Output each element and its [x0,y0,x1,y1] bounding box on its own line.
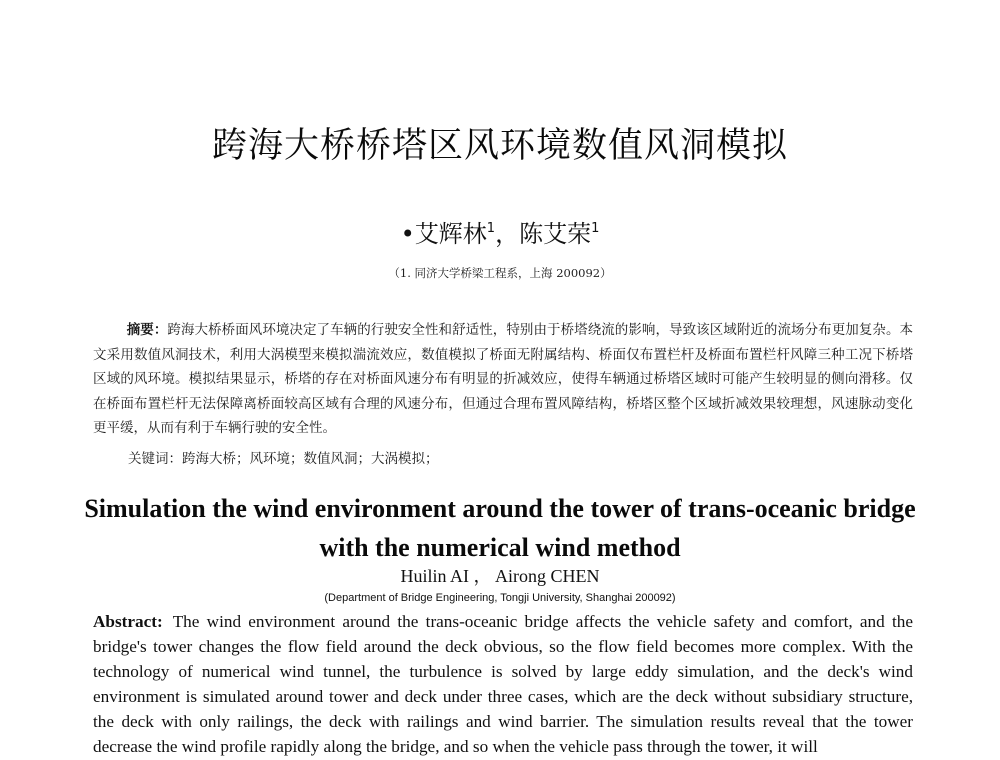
chinese-keywords-label: 关键词： [128,451,182,467]
chinese-abstract-text: 跨海大桥桥面风环境决定了车辆的行驶安全性和舒适性，特别由于桥塔绕流的影响，导致该区域附近的流场分布更加复杂。本文采用数值风洞技术，利用大涡模型来模拟湍流效应，数值模拟了桥面无附属结构、桥面仅布置栏杆及桥面布置栏杆风障三种工况下桥塔区域的风环境。模拟结果显示，桥塔的存在对桥面风速分布有明显的折减效应，使得车辆通过桥塔区域时可能产生较明显的侧向滑移。仅在桥面布置栏杆无法保障离桥面较高区域有合理的风速分布，但通过合理布置风障结构，桥塔区整个区域折减效果较理想，风速脉动变化更平缓，从而有利于车辆行驶的安全性。 [93,322,913,436]
chinese-keywords [128,447,908,467]
chinese-abstract [93,318,913,441]
english-abstract-text: The wind environment around the trans-oceanic bridge affects the vehicle safety and comfort, and the bridge's tower changes the flow field around the deck obvious, so the flow field becomes more complex. With the technology of numerical wind tunnel, the turbulence is solved by large eddy simulation, and the deck's wind environment is simulated around tower and deck under three cases, which are the deck without subsidiary structure, the deck with only railings, the deck with railings and wind barrier. The simulation results reveal that the tower decrease the wind profile rapidly along the bridge, and so when the vehicle pass through the tower, it will [93,612,913,756]
chinese-title: 跨海大桥桥塔区风环境数值风洞模拟 [211,126,788,166]
chinese-abstract-label: 摘要： [126,322,168,338]
english-authors: Huilin AI ， Airong CHEN [400,566,600,586]
chinese-affiliation: （1. 同济大学桥梁工程系，上海 200092） [388,266,612,280]
english-affiliation: (Department of Bridge Engineering, Tongji University, Shanghai 200092) [324,592,676,604]
author-1-affil: 1 [486,221,496,236]
chinese-keywords-text: 跨海大桥；风环境；数值风洞；大涡模拟； [182,451,439,467]
english-abstract-label: Abstract: [93,612,163,631]
author-2: 陈艾荣 [519,220,592,248]
author-2-affil: 1 [591,221,600,236]
author-1: 艾辉林 [414,220,487,248]
english-abstract [93,609,913,759]
chinese-authors [0,214,1000,249]
author-separator: ， [495,220,520,248]
english-title: Simulation the wind environment around the tower of trans-oceanic bridge with the numerical wind method [84,494,916,562]
corresponding-mark: • [400,220,415,248]
